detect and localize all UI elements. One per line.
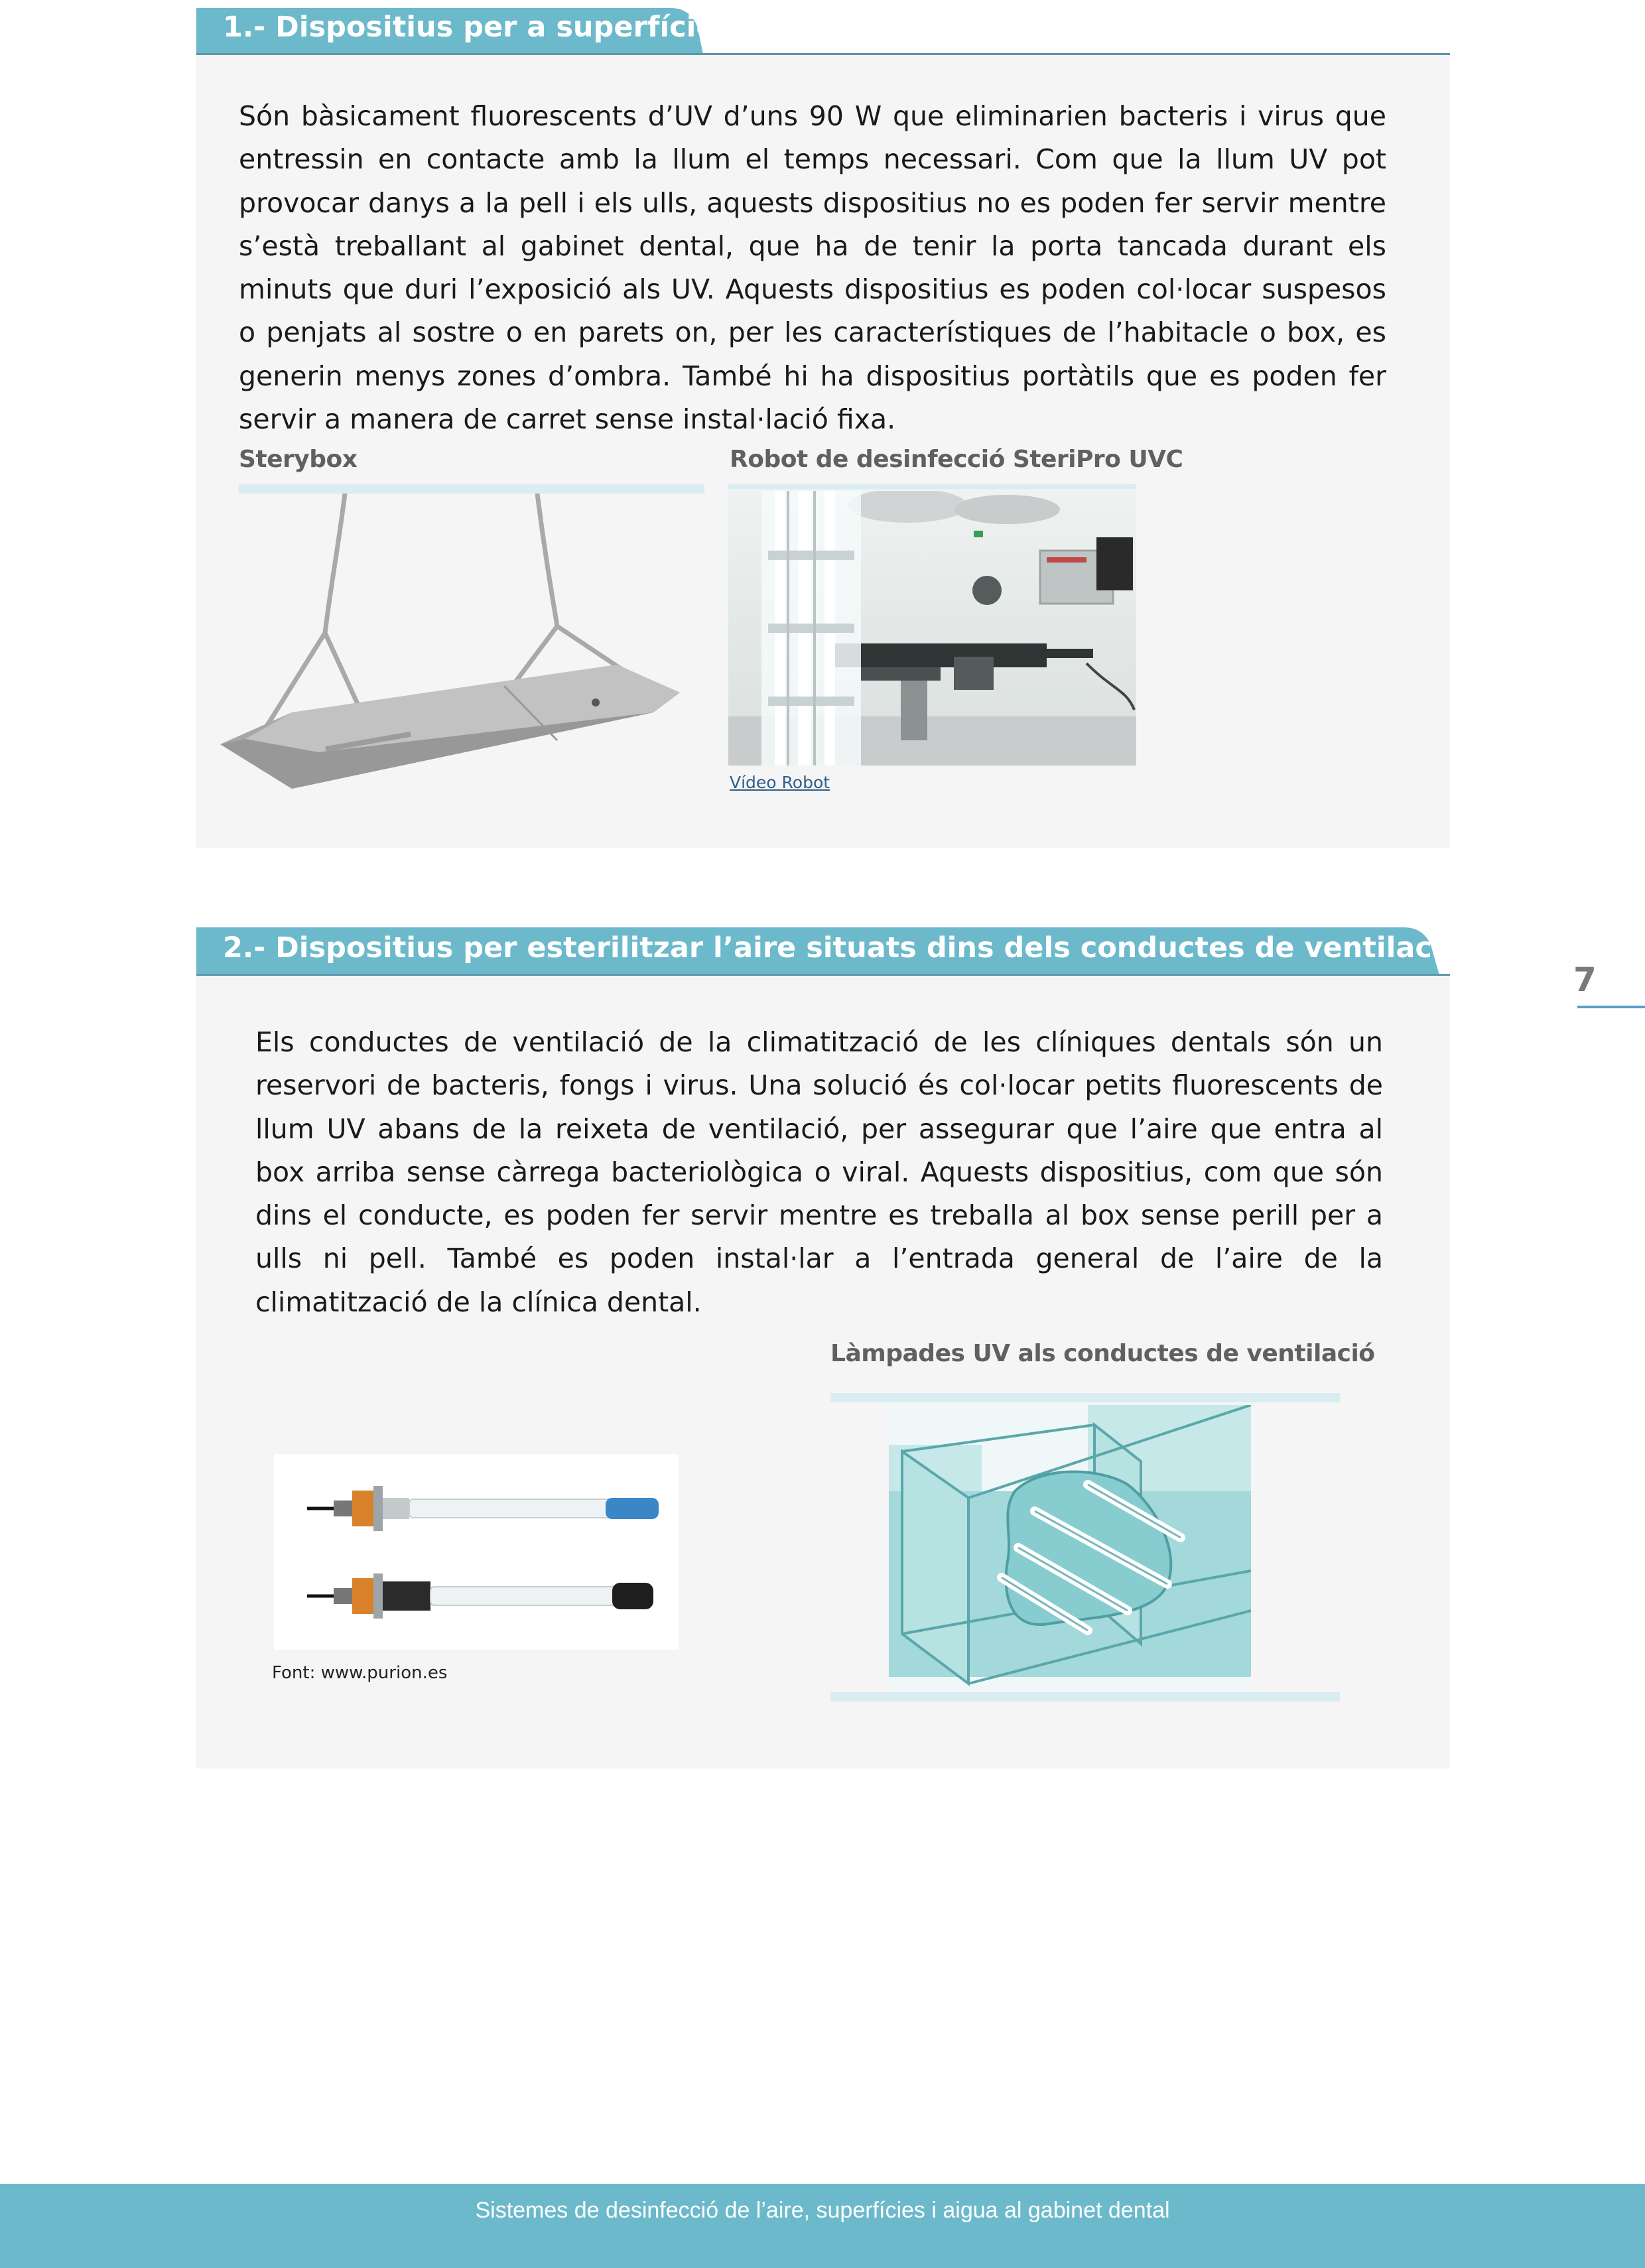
footer-title: Sistemes de desinfecció de l’aire, superfícies i aigua al gabinet dental (475, 2198, 1170, 2223)
robot-title: Robot de desinfecció SteriPro UVC (730, 446, 1183, 473)
robot-title-band (728, 484, 1136, 490)
ventilation-duct-uv-diagram (889, 1405, 1251, 1690)
page-number: 7 (1573, 961, 1597, 999)
sterybox-illustration (212, 494, 690, 799)
section2-body: Els conductes de ventilació de la climatització de les clíniques dentals són un reservori de bacteris, fongs i virus. Una solució és col·locar petits fluorescents de llum UV abans de la reixeta de ventilació, per assegurar que l’aire que entra al box arriba sense càrrega bacteriològica o viral. Aquests dispositius, com que són dins el conducte, es poden fer servir mentre es treballa al box sense perill per a ulls ni pell. També es poden instal·lar a l’entrada general de l’aire de la climatització de la clínica dental. (255, 1026, 1383, 1318)
section2-heading-rule (196, 974, 1450, 976)
page-number-rule (1577, 1006, 1645, 1008)
duct-lamps-title: Làmpades UV als conductes de ventilació (830, 1340, 1375, 1367)
section1-heading: 1.- Dispositius per a superfícies: (223, 11, 744, 44)
robot-operating-room-photo (728, 491, 1136, 766)
section1-heading-rule (196, 53, 1450, 55)
duct-lamps-title-band-bottom (830, 1692, 1340, 1701)
uv-lamp-tubes-photo (274, 1454, 679, 1650)
section1-body: Són bàsicament fluorescents d’UV d’uns 90 W que eliminarien bacteris i virus que entressin en contacte amb la llum el temps necessari. Com que la llum UV pot provocar danys a la pell i els ulls, aquests dispositius no es poden fer servir mentre s’està treballant al gabinet dental, que ha de tenir la porta tancada durant els minuts que duri l’exposició als UV. Aquests dispositius es poden col·locar suspesos o penjats al sostre o en parets on, per les característiques de l’habitacle o box, es generin menys zones d’ombra. També hi ha dispositius portàtils que es poden fer servir a manera de carret sense instal·lació fixa. (239, 100, 1386, 436)
section2-heading: 2.- Dispositius per esterilitzar l’aire situats dins dels conductes de ventilació: (223, 931, 1473, 965)
duct-lamps-title-band-top (830, 1393, 1340, 1402)
sterybox-title: Sterybox (239, 446, 358, 473)
footer-bar (0, 2184, 1645, 2268)
video-robot-link[interactable]: Vídeo Robot (730, 773, 830, 792)
figure-source-credit: Font: www.purion.es (272, 1663, 448, 1683)
sterybox-title-band (239, 484, 704, 494)
